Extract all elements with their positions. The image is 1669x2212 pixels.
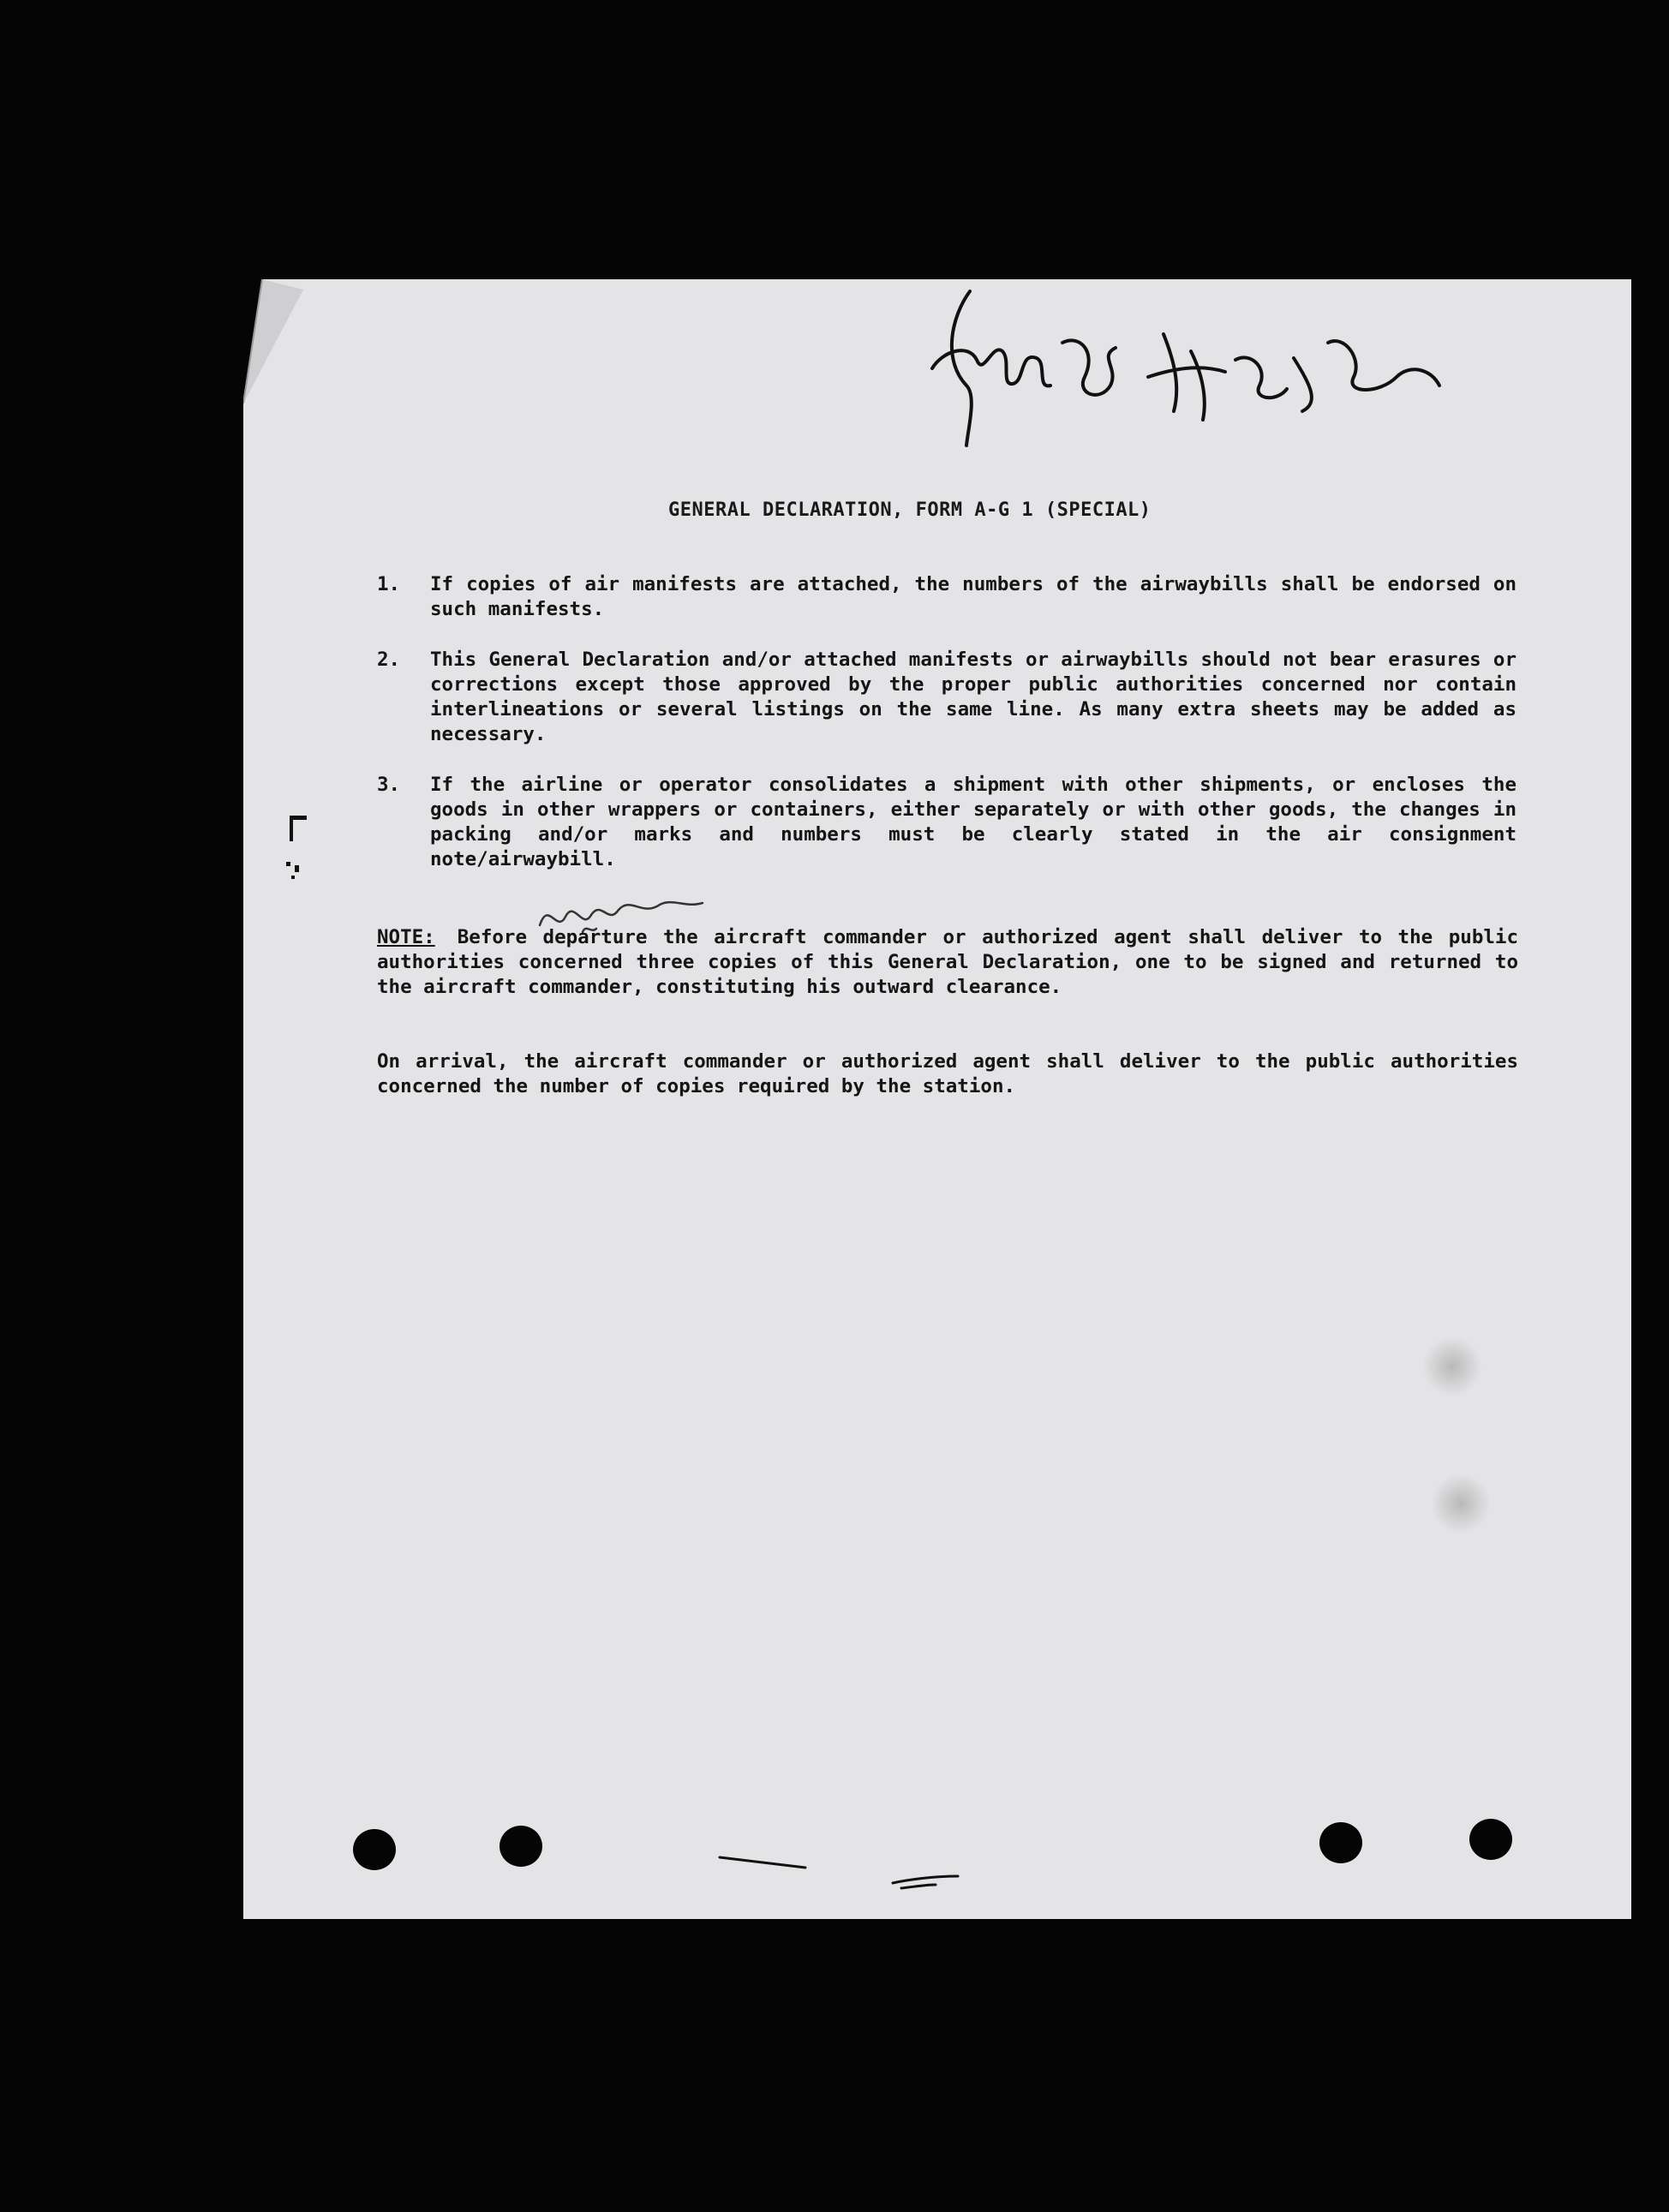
list-item: [377, 572, 1516, 622]
item-number: 2.: [377, 649, 401, 671]
note-paragraph: [377, 925, 1518, 1000]
page-smudge: [1422, 1336, 1482, 1396]
margin-marks: [279, 812, 314, 889]
page-smudge: [1431, 1474, 1491, 1533]
arrival-paragraph: On arrival, the aircraft commander or authorized agent shall deliver to the public authorities concerned the number of copies required by the station.: [377, 1050, 1518, 1097]
punch-hole: [1319, 1822, 1362, 1863]
item-number: 1.: [377, 573, 401, 595]
punch-hole: [1469, 1819, 1512, 1860]
item-text: If copies of air manifests are attached, the numbers of the airwaybills shall be endorsed on such manifests.: [430, 573, 1516, 620]
handwritten-signature: [917, 283, 1448, 454]
note-text: Before departure the aircraft commander or authorized agent shall deliver to the public authorities concerned three copies of this General Declaration, one to be signed and returned to the aircraft commander, constituting his outward clearance.: [377, 926, 1518, 998]
document-page: [243, 279, 1631, 1919]
list-item: [377, 648, 1516, 747]
item-text: If the airline or operator consolidates a shipment with other shipments, or encloses the goods in other wrappers or containers, either separately or with other goods, the changes in packing and/or marks and numbers must be clearly stated in the air consignment note/airwaybill.: [430, 774, 1516, 870]
note-label: NOTE:: [377, 926, 435, 948]
document-title: GENERAL DECLARATION, FORM A-G 1 (SPECIAL): [668, 499, 1152, 521]
stray-marks: [703, 1833, 1011, 1893]
punch-hole: [353, 1829, 396, 1870]
punch-hole: [500, 1826, 542, 1867]
list-item: [377, 773, 1516, 872]
item-number: 3.: [377, 774, 401, 796]
item-text: This General Declaration and/or attached manifests or airwaybills should not bear erasures or corrections except those approved by the proper public authorities concerned nor contain interlineations or several listings on the same line. As many extra sheets may be added as necessary.: [430, 649, 1516, 745]
